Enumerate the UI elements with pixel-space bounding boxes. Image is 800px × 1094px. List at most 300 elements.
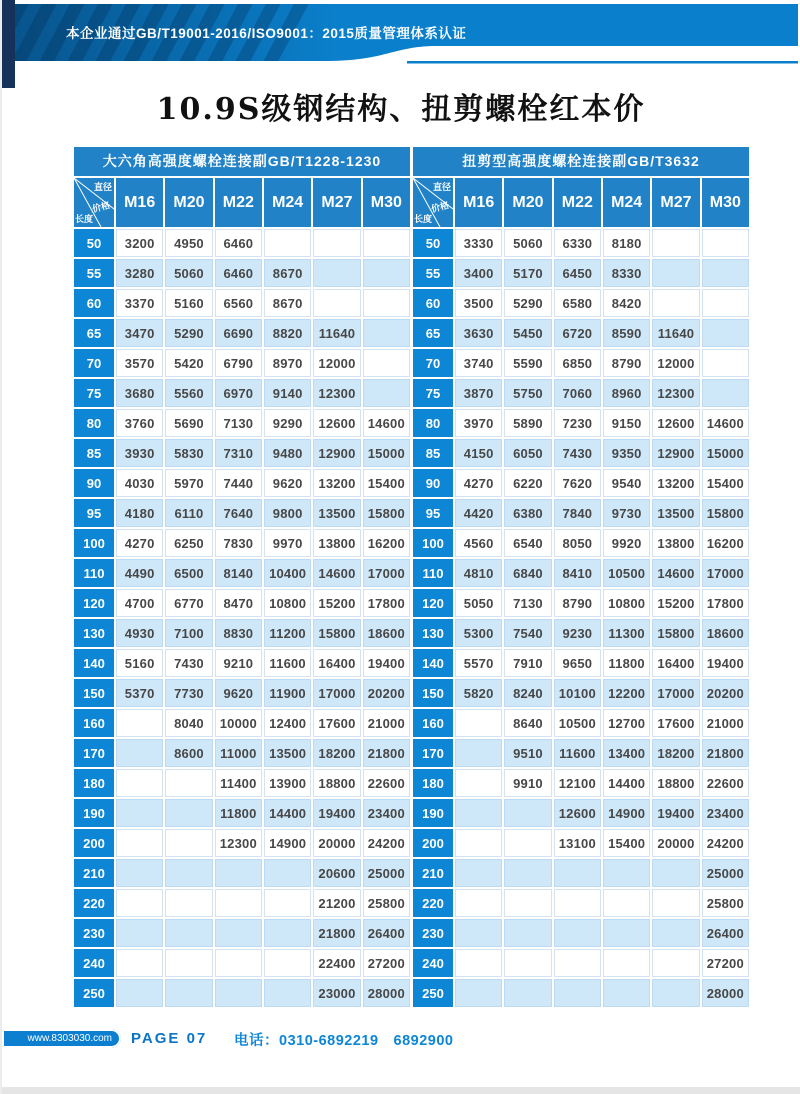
price-cell-empty bbox=[603, 889, 650, 917]
price-cell: 5370 bbox=[116, 679, 163, 707]
length-cell: 140 bbox=[413, 649, 453, 677]
price-cell: 13800 bbox=[313, 529, 360, 557]
price-cell: 8820 bbox=[264, 319, 311, 347]
length-cell: 90 bbox=[413, 469, 453, 497]
length-cell: 130 bbox=[413, 619, 453, 647]
price-cell-empty bbox=[702, 319, 749, 347]
price-cell: 4270 bbox=[116, 529, 163, 557]
table-row bbox=[413, 709, 749, 737]
price-cell: 15200 bbox=[313, 589, 360, 617]
price-cell: 23000 bbox=[313, 979, 360, 1007]
price-cell: 17000 bbox=[702, 559, 749, 587]
price-cell: 11900 bbox=[264, 679, 311, 707]
length-cell: 110 bbox=[413, 559, 453, 587]
price-cell: 7230 bbox=[554, 409, 601, 437]
price-cell: 11600 bbox=[554, 739, 601, 767]
table-row bbox=[74, 559, 410, 587]
length-cell: 65 bbox=[74, 319, 114, 347]
length-cell: 75 bbox=[413, 379, 453, 407]
table-body bbox=[74, 229, 410, 1007]
price-cell: 3680 bbox=[116, 379, 163, 407]
hex-bolt-price-table bbox=[74, 147, 410, 1009]
price-cell: 9620 bbox=[215, 679, 262, 707]
price-cell: 4270 bbox=[455, 469, 502, 497]
length-cell: 200 bbox=[74, 829, 114, 857]
price-cell: 8040 bbox=[165, 709, 212, 737]
price-cell: 5560 bbox=[165, 379, 212, 407]
length-cell: 170 bbox=[74, 739, 114, 767]
price-cell: 6560 bbox=[215, 289, 262, 317]
price-cell: 9970 bbox=[264, 529, 311, 557]
price-cell: 16400 bbox=[652, 649, 699, 677]
price-cell: 8180 bbox=[603, 229, 650, 257]
table-row bbox=[74, 619, 410, 647]
price-cell-empty bbox=[363, 349, 410, 377]
price-cell: 16400 bbox=[313, 649, 360, 677]
price-cell: 7130 bbox=[504, 589, 551, 617]
price-cell: 3500 bbox=[455, 289, 502, 317]
price-cell: 3760 bbox=[116, 409, 163, 437]
price-cell: 6380 bbox=[504, 499, 551, 527]
price-cell: 4560 bbox=[455, 529, 502, 557]
price-cell: 7730 bbox=[165, 679, 212, 707]
table-row bbox=[413, 499, 749, 527]
price-cell: 19400 bbox=[702, 649, 749, 677]
price-cell: 11640 bbox=[652, 319, 699, 347]
table-title: 大六角高强度螺栓连接副GB/T1228-1230 bbox=[74, 147, 410, 176]
price-cell: 20200 bbox=[363, 679, 410, 707]
table-row bbox=[74, 859, 410, 887]
price-cell: 12600 bbox=[652, 409, 699, 437]
length-cell: 150 bbox=[74, 679, 114, 707]
price-cell: 7830 bbox=[215, 529, 262, 557]
corner-label-price: 价格 bbox=[91, 199, 112, 215]
corner-label-diameter: 直径 bbox=[432, 182, 451, 192]
price-cell: 6450 bbox=[554, 259, 601, 287]
table-row bbox=[74, 379, 410, 407]
length-cell: 110 bbox=[74, 559, 114, 587]
price-cell-empty bbox=[652, 289, 699, 317]
length-cell: 190 bbox=[74, 799, 114, 827]
price-cell-empty bbox=[165, 829, 212, 857]
price-cell: 5890 bbox=[504, 409, 551, 437]
table-row bbox=[413, 889, 749, 917]
length-cell: 95 bbox=[413, 499, 453, 527]
table-row bbox=[74, 739, 410, 767]
price-cell-empty bbox=[504, 949, 551, 977]
length-cell: 90 bbox=[74, 469, 114, 497]
price-cell: 18200 bbox=[313, 739, 360, 767]
column-header-m22: M22 bbox=[554, 178, 601, 227]
price-cell-empty bbox=[504, 799, 551, 827]
price-cell: 6250 bbox=[165, 529, 212, 557]
price-cell-empty bbox=[215, 859, 262, 887]
price-cell: 19400 bbox=[652, 799, 699, 827]
price-cell-empty bbox=[504, 859, 551, 887]
price-cell-empty bbox=[165, 949, 212, 977]
price-cell: 4180 bbox=[116, 499, 163, 527]
column-header-m24: M24 bbox=[603, 178, 650, 227]
price-cell: 4420 bbox=[455, 499, 502, 527]
price-cell-empty bbox=[702, 259, 749, 287]
price-cell: 8330 bbox=[603, 259, 650, 287]
price-cell-empty bbox=[455, 949, 502, 977]
price-cell: 28000 bbox=[702, 979, 749, 1007]
table-row bbox=[413, 859, 749, 887]
price-cell-empty bbox=[603, 859, 650, 887]
price-cell: 12300 bbox=[313, 379, 360, 407]
price-cell: 9480 bbox=[264, 439, 311, 467]
column-header-m27: M27 bbox=[313, 178, 360, 227]
price-cell: 13900 bbox=[264, 769, 311, 797]
price-cell: 9510 bbox=[504, 739, 551, 767]
price-cell: 14900 bbox=[264, 829, 311, 857]
price-cell: 6770 bbox=[165, 589, 212, 617]
length-cell: 80 bbox=[74, 409, 114, 437]
table-header-row bbox=[413, 178, 749, 227]
price-cell: 25000 bbox=[363, 859, 410, 887]
price-cell-empty bbox=[504, 889, 551, 917]
price-cell-empty bbox=[264, 949, 311, 977]
price-cell: 5570 bbox=[455, 649, 502, 677]
table-header-row bbox=[74, 178, 410, 227]
price-cell: 11300 bbox=[603, 619, 650, 647]
price-cell: 10800 bbox=[264, 589, 311, 617]
price-cell: 7060 bbox=[554, 379, 601, 407]
price-cell: 10500 bbox=[554, 709, 601, 737]
price-cell: 5420 bbox=[165, 349, 212, 377]
price-cell-empty bbox=[455, 829, 502, 857]
table-row bbox=[74, 589, 410, 617]
price-cell-empty bbox=[313, 259, 360, 287]
price-cell: 8790 bbox=[603, 349, 650, 377]
table-row bbox=[413, 319, 749, 347]
price-cell: 13500 bbox=[313, 499, 360, 527]
price-cell: 17800 bbox=[702, 589, 749, 617]
price-cell-empty bbox=[702, 229, 749, 257]
table-row bbox=[413, 379, 749, 407]
price-cell: 3370 bbox=[116, 289, 163, 317]
price-cell-empty bbox=[504, 829, 551, 857]
table-row bbox=[413, 829, 749, 857]
length-cell: 70 bbox=[413, 349, 453, 377]
column-header-m30: M30 bbox=[363, 178, 410, 227]
price-cell: 5830 bbox=[165, 439, 212, 467]
price-cell-empty bbox=[455, 709, 502, 737]
price-cell: 7100 bbox=[165, 619, 212, 647]
length-cell: 60 bbox=[413, 289, 453, 317]
price-cell: 12000 bbox=[652, 349, 699, 377]
price-cell: 14600 bbox=[363, 409, 410, 437]
table-row bbox=[413, 349, 749, 377]
price-cell: 3970 bbox=[455, 409, 502, 437]
price-cell-empty bbox=[116, 919, 163, 947]
price-cell: 6790 bbox=[215, 349, 262, 377]
price-cell: 13200 bbox=[313, 469, 360, 497]
price-cell: 20200 bbox=[702, 679, 749, 707]
table-row bbox=[74, 409, 410, 437]
price-cell: 18800 bbox=[652, 769, 699, 797]
price-cell: 9210 bbox=[215, 649, 262, 677]
price-cell: 14400 bbox=[264, 799, 311, 827]
price-cell: 5300 bbox=[455, 619, 502, 647]
length-cell: 85 bbox=[74, 439, 114, 467]
price-cell: 15800 bbox=[652, 619, 699, 647]
price-cell: 3740 bbox=[455, 349, 502, 377]
length-cell: 100 bbox=[74, 529, 114, 557]
price-cell: 8600 bbox=[165, 739, 212, 767]
table-row bbox=[74, 649, 410, 677]
price-cell: 6580 bbox=[554, 289, 601, 317]
banner-underline bbox=[407, 61, 798, 64]
price-cell: 8240 bbox=[504, 679, 551, 707]
length-cell: 120 bbox=[74, 589, 114, 617]
price-cell: 12900 bbox=[652, 439, 699, 467]
length-cell: 190 bbox=[413, 799, 453, 827]
price-cell-empty bbox=[165, 769, 212, 797]
price-cell-empty bbox=[652, 229, 699, 257]
price-cell: 7840 bbox=[554, 499, 601, 527]
price-cell-empty bbox=[652, 889, 699, 917]
table-row bbox=[74, 319, 410, 347]
table-body bbox=[413, 229, 749, 1007]
price-cell: 9620 bbox=[264, 469, 311, 497]
price-cell: 8670 bbox=[264, 289, 311, 317]
price-cell-empty bbox=[116, 979, 163, 1007]
length-cell: 240 bbox=[74, 949, 114, 977]
table-row bbox=[74, 709, 410, 737]
price-cell-empty bbox=[504, 979, 551, 1007]
price-cell-empty bbox=[603, 979, 650, 1007]
price-cell: 7910 bbox=[504, 649, 551, 677]
price-cell: 15000 bbox=[702, 439, 749, 467]
price-cell: 25800 bbox=[363, 889, 410, 917]
price-cell: 4030 bbox=[116, 469, 163, 497]
table-row bbox=[413, 769, 749, 797]
corner-label-price: 价格 bbox=[430, 199, 451, 215]
price-cell: 15400 bbox=[603, 829, 650, 857]
length-cell: 210 bbox=[413, 859, 453, 887]
price-cell: 5060 bbox=[165, 259, 212, 287]
price-cell: 9290 bbox=[264, 409, 311, 437]
table-row bbox=[413, 439, 749, 467]
price-cell: 5160 bbox=[165, 289, 212, 317]
price-cell: 15400 bbox=[702, 469, 749, 497]
price-cell: 10100 bbox=[554, 679, 601, 707]
price-cell: 7310 bbox=[215, 439, 262, 467]
price-cell: 4150 bbox=[455, 439, 502, 467]
price-cell: 18200 bbox=[652, 739, 699, 767]
price-cell: 12600 bbox=[554, 799, 601, 827]
price-cell: 6840 bbox=[504, 559, 551, 587]
length-cell: 120 bbox=[413, 589, 453, 617]
price-cell-empty bbox=[116, 949, 163, 977]
price-cell: 7430 bbox=[165, 649, 212, 677]
table-row bbox=[413, 259, 749, 287]
website-badge bbox=[2, 1029, 121, 1048]
table-title: 扭剪型高强度螺栓连接副GB/T3632 bbox=[413, 147, 749, 176]
price-cell-empty bbox=[504, 919, 551, 947]
table-row bbox=[413, 559, 749, 587]
price-cell: 8410 bbox=[554, 559, 601, 587]
phone-numbers: 电话：0310-6892219 6892900 bbox=[234, 1033, 454, 1049]
length-cell: 95 bbox=[74, 499, 114, 527]
torsion-bolt-price-table bbox=[413, 147, 749, 1009]
corner-label-diameter: 直径 bbox=[93, 182, 112, 192]
table-row bbox=[413, 919, 749, 947]
price-cell: 6970 bbox=[215, 379, 262, 407]
price-cell: 28000 bbox=[363, 979, 410, 1007]
length-cell: 150 bbox=[413, 679, 453, 707]
table-row bbox=[413, 229, 749, 257]
price-cell-empty bbox=[363, 229, 410, 257]
price-cell: 26400 bbox=[702, 919, 749, 947]
price-cell-empty bbox=[116, 829, 163, 857]
price-cell: 26400 bbox=[363, 919, 410, 947]
price-cell-empty bbox=[363, 319, 410, 347]
price-cell: 3200 bbox=[116, 229, 163, 257]
price-cell: 16200 bbox=[363, 529, 410, 557]
price-cell-empty bbox=[215, 979, 262, 1007]
price-cell-empty bbox=[116, 709, 163, 737]
price-cell: 3930 bbox=[116, 439, 163, 467]
price-cell: 5160 bbox=[116, 649, 163, 677]
column-header-m16: M16 bbox=[455, 178, 502, 227]
price-cell: 9230 bbox=[554, 619, 601, 647]
table-row bbox=[413, 979, 749, 1007]
website-url: www.8303030.com bbox=[27, 1033, 112, 1044]
price-cell-empty bbox=[702, 289, 749, 317]
price-cell: 5820 bbox=[455, 679, 502, 707]
price-cell: 24200 bbox=[363, 829, 410, 857]
price-cell-empty bbox=[554, 919, 601, 947]
table-row bbox=[413, 589, 749, 617]
price-cell: 13500 bbox=[652, 499, 699, 527]
price-cell: 7430 bbox=[554, 439, 601, 467]
price-cell-empty bbox=[652, 919, 699, 947]
table-row bbox=[74, 949, 410, 977]
price-cell: 23400 bbox=[702, 799, 749, 827]
length-cell: 230 bbox=[74, 919, 114, 947]
price-cell-empty bbox=[652, 859, 699, 887]
price-cell: 12600 bbox=[313, 409, 360, 437]
table-row bbox=[74, 289, 410, 317]
price-cell: 6540 bbox=[504, 529, 551, 557]
price-cell: 5290 bbox=[504, 289, 551, 317]
price-cell-empty bbox=[215, 919, 262, 947]
price-cell: 22600 bbox=[702, 769, 749, 797]
table-row bbox=[413, 799, 749, 827]
price-cell: 11400 bbox=[215, 769, 262, 797]
column-header-m22: M22 bbox=[215, 178, 262, 227]
table-row bbox=[74, 349, 410, 377]
price-cell: 14600 bbox=[313, 559, 360, 587]
price-cell: 11800 bbox=[603, 649, 650, 677]
table-row bbox=[413, 289, 749, 317]
length-cell: 180 bbox=[74, 769, 114, 797]
price-tables bbox=[74, 147, 750, 1009]
price-cell: 21000 bbox=[363, 709, 410, 737]
price-cell: 11000 bbox=[215, 739, 262, 767]
price-cell: 7620 bbox=[554, 469, 601, 497]
price-cell: 17000 bbox=[652, 679, 699, 707]
price-cell: 12000 bbox=[313, 349, 360, 377]
price-cell: 8470 bbox=[215, 589, 262, 617]
price-cell-empty bbox=[652, 949, 699, 977]
price-cell-empty bbox=[554, 889, 601, 917]
page-number-label: PAGE 07 bbox=[131, 1030, 208, 1047]
column-header-m27: M27 bbox=[652, 178, 699, 227]
price-cell-empty bbox=[264, 859, 311, 887]
column-header-m16: M16 bbox=[116, 178, 163, 227]
table-row bbox=[74, 499, 410, 527]
length-cell: 250 bbox=[413, 979, 453, 1007]
price-cell: 12900 bbox=[313, 439, 360, 467]
price-cell-empty bbox=[264, 229, 311, 257]
price-cell-empty bbox=[215, 889, 262, 917]
certification-text: 本企业通过GB/T19001-2016/ISO9001：2015质量管理体系认证 bbox=[66, 26, 467, 41]
price-cell: 13100 bbox=[554, 829, 601, 857]
price-cell-empty bbox=[652, 979, 699, 1007]
length-cell: 50 bbox=[413, 229, 453, 257]
price-cell: 8050 bbox=[554, 529, 601, 557]
price-cell: 25800 bbox=[702, 889, 749, 917]
price-cell: 17000 bbox=[313, 679, 360, 707]
price-cell: 19400 bbox=[363, 649, 410, 677]
length-cell: 220 bbox=[413, 889, 453, 917]
length-cell: 55 bbox=[413, 259, 453, 287]
price-cell: 15800 bbox=[702, 499, 749, 527]
table-row bbox=[74, 979, 410, 1007]
price-cell: 15200 bbox=[652, 589, 699, 617]
table-row bbox=[74, 889, 410, 917]
length-cell: 180 bbox=[413, 769, 453, 797]
price-cell-empty bbox=[264, 979, 311, 1007]
price-cell: 8420 bbox=[603, 289, 650, 317]
table-row bbox=[413, 529, 749, 557]
price-cell: 21800 bbox=[313, 919, 360, 947]
table-row bbox=[413, 409, 749, 437]
price-cell: 16200 bbox=[702, 529, 749, 557]
table-row bbox=[413, 469, 749, 497]
price-cell-empty bbox=[702, 349, 749, 377]
price-cell: 12700 bbox=[603, 709, 650, 737]
price-cell: 9920 bbox=[603, 529, 650, 557]
price-cell-empty bbox=[165, 979, 212, 1007]
table-row bbox=[74, 259, 410, 287]
price-cell: 3330 bbox=[455, 229, 502, 257]
price-cell: 17800 bbox=[363, 589, 410, 617]
price-cell: 22400 bbox=[313, 949, 360, 977]
navy-edge-bar bbox=[2, 0, 15, 88]
price-cell: 13400 bbox=[603, 739, 650, 767]
price-cell: 4950 bbox=[165, 229, 212, 257]
price-cell-empty bbox=[116, 859, 163, 887]
price-cell: 5290 bbox=[165, 319, 212, 347]
column-header-m20: M20 bbox=[504, 178, 551, 227]
price-cell: 11600 bbox=[264, 649, 311, 677]
price-cell: 20600 bbox=[313, 859, 360, 887]
price-cell: 4810 bbox=[455, 559, 502, 587]
price-cell: 12400 bbox=[264, 709, 311, 737]
price-cell: 10400 bbox=[264, 559, 311, 587]
price-cell: 24200 bbox=[702, 829, 749, 857]
length-cell: 75 bbox=[74, 379, 114, 407]
price-cell: 11800 bbox=[215, 799, 262, 827]
price-cell: 17600 bbox=[652, 709, 699, 737]
price-cell: 20000 bbox=[313, 829, 360, 857]
price-cell: 6500 bbox=[165, 559, 212, 587]
